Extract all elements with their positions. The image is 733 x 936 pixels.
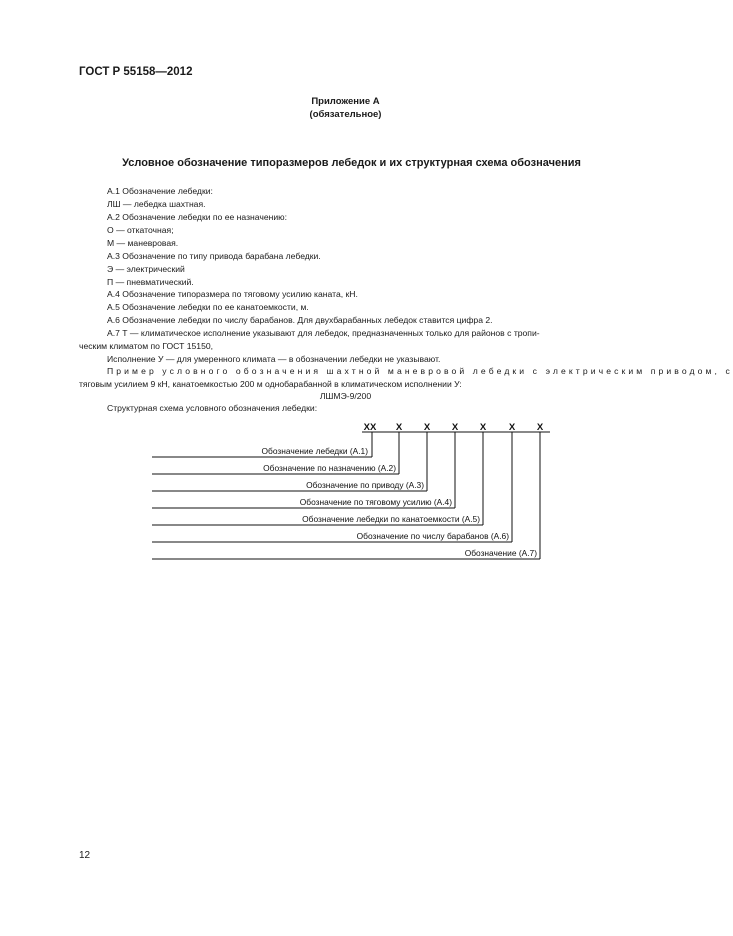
item-a3-value-1: Э — электрический — [107, 264, 185, 274]
item-a3: А.3 Обозначение по типу привода барабана лебедки. — [107, 251, 321, 261]
code-7: X — [536, 422, 544, 433]
label-a2: Обозначение по назначению (А.2) — [263, 463, 396, 473]
code-2: X — [395, 422, 403, 433]
label-a3: Обозначение по приводу (А.3) — [306, 480, 424, 490]
item-a7-line-2: ческим климатом по ГОСТ 15150, — [79, 341, 214, 351]
code-1: XX — [363, 422, 377, 433]
item-a2-value-2: М — маневровая. — [107, 238, 179, 248]
item-a1: А.1 Обозначение лебедки: — [107, 186, 213, 196]
item-a5: А.5 Обозначение лебедки по ее канатоемкости, м. — [107, 302, 309, 312]
scheme-intro: Структурная схема условного обозначения лебедки: — [107, 403, 318, 413]
label-a4: Обозначение по тяговому усилию (А.4) — [299, 497, 452, 507]
item-a7-line-3: Исполнение У — для умеренного климата — в обозначении лебедки не указывают. — [107, 354, 441, 364]
label-a6: Обозначение по числу барабанов (А.6) — [356, 531, 509, 541]
label-a7: Обозначение (А.7) — [464, 548, 537, 558]
section-title: Условное обозначение типоразмеров лебедок и их структурная схема обозначения — [122, 157, 581, 169]
item-a2: А.2 Обозначение лебедки по ее назначению: — [107, 212, 288, 222]
page-number: 12 — [79, 850, 91, 861]
label-a1: Обозначение лебедки (А.1) — [261, 446, 368, 456]
code-3: X — [423, 422, 431, 433]
item-a1-value: ЛШ — лебедка шахтная. — [107, 199, 206, 209]
item-a3-value-2: П — пневматический. — [107, 277, 194, 287]
appendix-status: (обязательное) — [309, 109, 382, 120]
label-a5: Обозначение лебедки по канатоемкости (А.5) — [302, 514, 480, 524]
code-6: X — [508, 422, 516, 433]
document-header: ГОСТ Р 55158—2012 — [79, 66, 193, 78]
item-a2-value-1: О — откаточная; — [107, 225, 174, 235]
item-a4: А.4 Обозначение типоразмера по тяговому усилию каната, кН. — [107, 289, 358, 299]
code-4: X — [451, 422, 459, 433]
example-line-1: Пример условного обозначения шахтной маневровой лебедки с электрическим приводом, с — [107, 366, 733, 376]
item-a7-line-1: А.7 Т — климатическое исполнение указывают для лебедок, предназначенных только для районов с тропи- — [107, 328, 540, 338]
example-code: ЛШМЭ-9/200 — [319, 391, 372, 401]
code-5: X — [479, 422, 487, 433]
example-line-2: тяговым усилием 9 кН, канатоемкостью 200 м однобарабанной в климатическом исполнении У: — [79, 379, 462, 389]
appendix-title: Приложение А — [311, 96, 380, 107]
item-a6: А.6 Обозначение лебедки по числу барабанов. Для двухбарабанных лебедок ставится цифра 2. — [107, 315, 493, 325]
